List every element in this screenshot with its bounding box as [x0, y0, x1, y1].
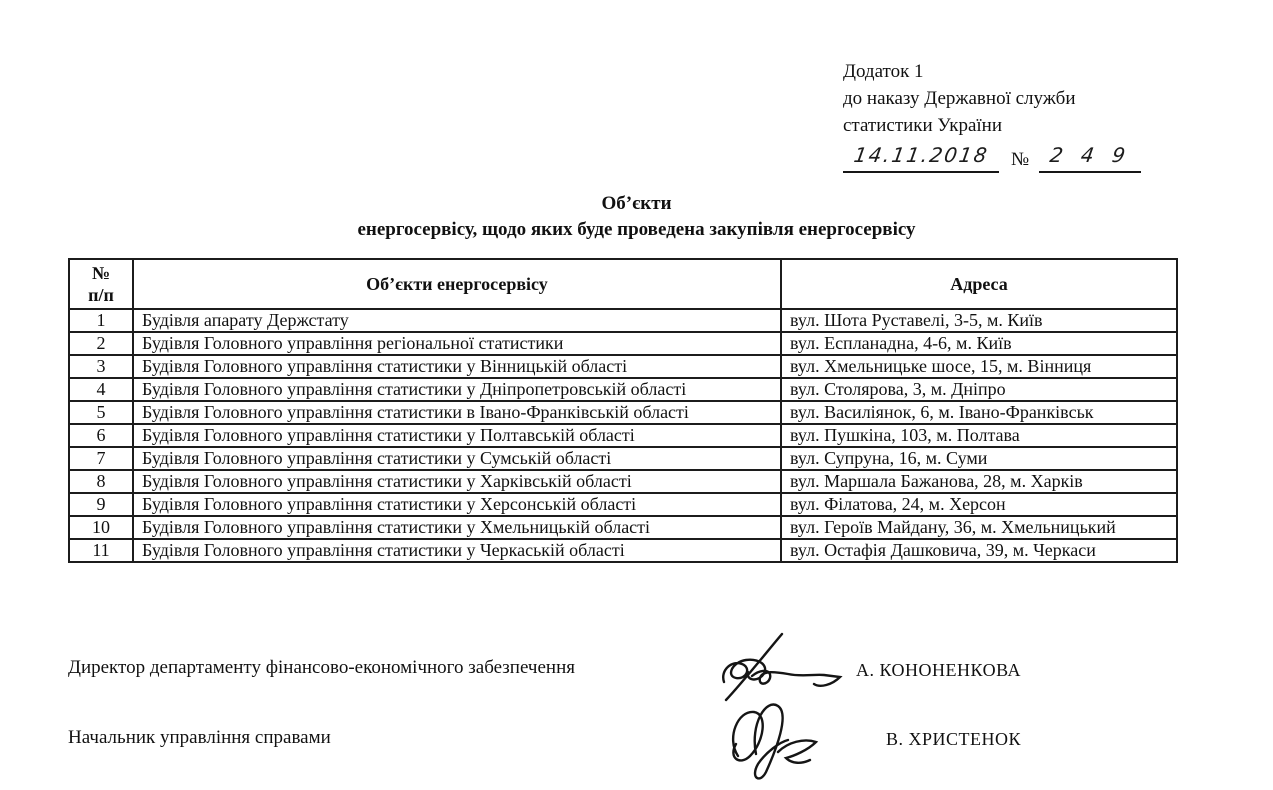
row-number: 3	[69, 355, 133, 378]
appendix-line-1: Додаток 1	[843, 61, 924, 82]
object-address: вул. Супруна, 16, м. Суми	[781, 447, 1177, 470]
column-header-number-line-1: №	[91, 263, 111, 283]
order-date-number-line	[843, 142, 1141, 173]
objects-table	[68, 258, 1178, 563]
object-name: Будівля апарату Держстату	[133, 309, 781, 332]
object-address: вул. Героїв Майдану, 36, м. Хмельницький	[781, 516, 1177, 539]
row-number: 10	[69, 516, 133, 539]
signatory-title-head-of-administration: Начальник управління справами	[68, 727, 331, 748]
column-header-object: Об’єкти енергосервісу	[133, 259, 781, 309]
row-number: 9	[69, 493, 133, 516]
row-number: 1	[69, 309, 133, 332]
order-date-underline	[843, 142, 999, 173]
object-name: Будівля Головного управління статистики у Херсонській області	[133, 493, 781, 516]
table-row	[69, 332, 1177, 355]
object-address: вул. Остафія Дашковича, 39, м. Черкаси	[781, 539, 1177, 562]
column-header-address: Адреса	[781, 259, 1177, 309]
object-address: вул. Шота Руставелі, 3-5, м. Київ	[781, 309, 1177, 332]
object-address: вул. Василіянок, 6, м. Івано-Франківськ	[781, 401, 1177, 424]
object-address: вул. Столярова, 3, м. Дніпро	[781, 378, 1177, 401]
row-number: 2	[69, 332, 133, 355]
row-number: 4	[69, 378, 133, 401]
signatory-title-director: Директор департаменту фінансово-економічного забезпечення	[68, 657, 575, 678]
object-address: вул. Маршала Бажанова, 28, м. Харків	[781, 470, 1177, 493]
table-row	[69, 447, 1177, 470]
document-title-line-2: енергосервісу, щодо яких буде проведена закупівля енергосервісу	[357, 219, 916, 240]
table-row	[69, 539, 1177, 562]
order-date-handwritten: 14.11.2018	[851, 143, 991, 167]
object-name: Будівля Головного управління статистики в Івано-Франківській області	[133, 401, 781, 424]
row-number: 6	[69, 424, 133, 447]
object-address: вул. Пушкіна, 103, м. Полтава	[781, 424, 1177, 447]
appendix-header	[843, 58, 1141, 173]
object-name: Будівля Головного управління статистики у Сумській області	[133, 447, 781, 470]
row-number: 5	[69, 401, 133, 424]
row-number: 8	[69, 470, 133, 493]
column-header-number-line-2: п/п	[88, 285, 114, 305]
document-title-line-1: Об’єкти	[601, 193, 672, 214]
object-address: вул. Хмельницьке шосе, 15, м. Вінниця	[781, 355, 1177, 378]
object-name: Будівля Головного управління статистики у Полтавській області	[133, 424, 781, 447]
object-name: Будівля Головного управління статистики у Харківській області	[133, 470, 781, 493]
object-name: Будівля Головного управління статистики у Дніпропетровській області	[133, 378, 781, 401]
table-header-row	[69, 259, 1177, 309]
table-row	[69, 378, 1177, 401]
appendix-line-2: до наказу Державної служби	[843, 88, 1076, 109]
row-number: 11	[69, 539, 133, 562]
signatory-name-kononenkova: А. КОНОНЕНКОВА	[856, 660, 1021, 680]
appendix-line-3: статистики України	[843, 115, 1002, 136]
object-name: Будівля Головного управління статистики у Вінницькій області	[133, 355, 781, 378]
table-row	[69, 470, 1177, 493]
table-row	[69, 424, 1177, 447]
order-number-handwritten: 2 4 9	[1047, 143, 1133, 167]
signature-scribble-khrystenok	[722, 694, 844, 786]
object-address: вул. Еспланадна, 4-6, м. Київ	[781, 332, 1177, 355]
table-row	[69, 355, 1177, 378]
table-row	[69, 516, 1177, 539]
order-number-underline	[1039, 142, 1141, 173]
column-header-number	[69, 259, 133, 309]
number-sign: №	[1011, 149, 1030, 170]
row-number: 7	[69, 447, 133, 470]
signatory-name-khrystenok: В. ХРИСТЕНОК	[886, 729, 1022, 749]
table-row	[69, 493, 1177, 516]
document-title	[0, 191, 1273, 243]
object-name: Будівля Головного управління статистики у Хмельницькій області	[133, 516, 781, 539]
object-address: вул. Філатова, 24, м. Херсон	[781, 493, 1177, 516]
object-name: Будівля Головного управління регіональної статистики	[133, 332, 781, 355]
object-name: Будівля Головного управління статистики у Черкаській області	[133, 539, 781, 562]
table-row	[69, 309, 1177, 332]
table-row	[69, 401, 1177, 424]
